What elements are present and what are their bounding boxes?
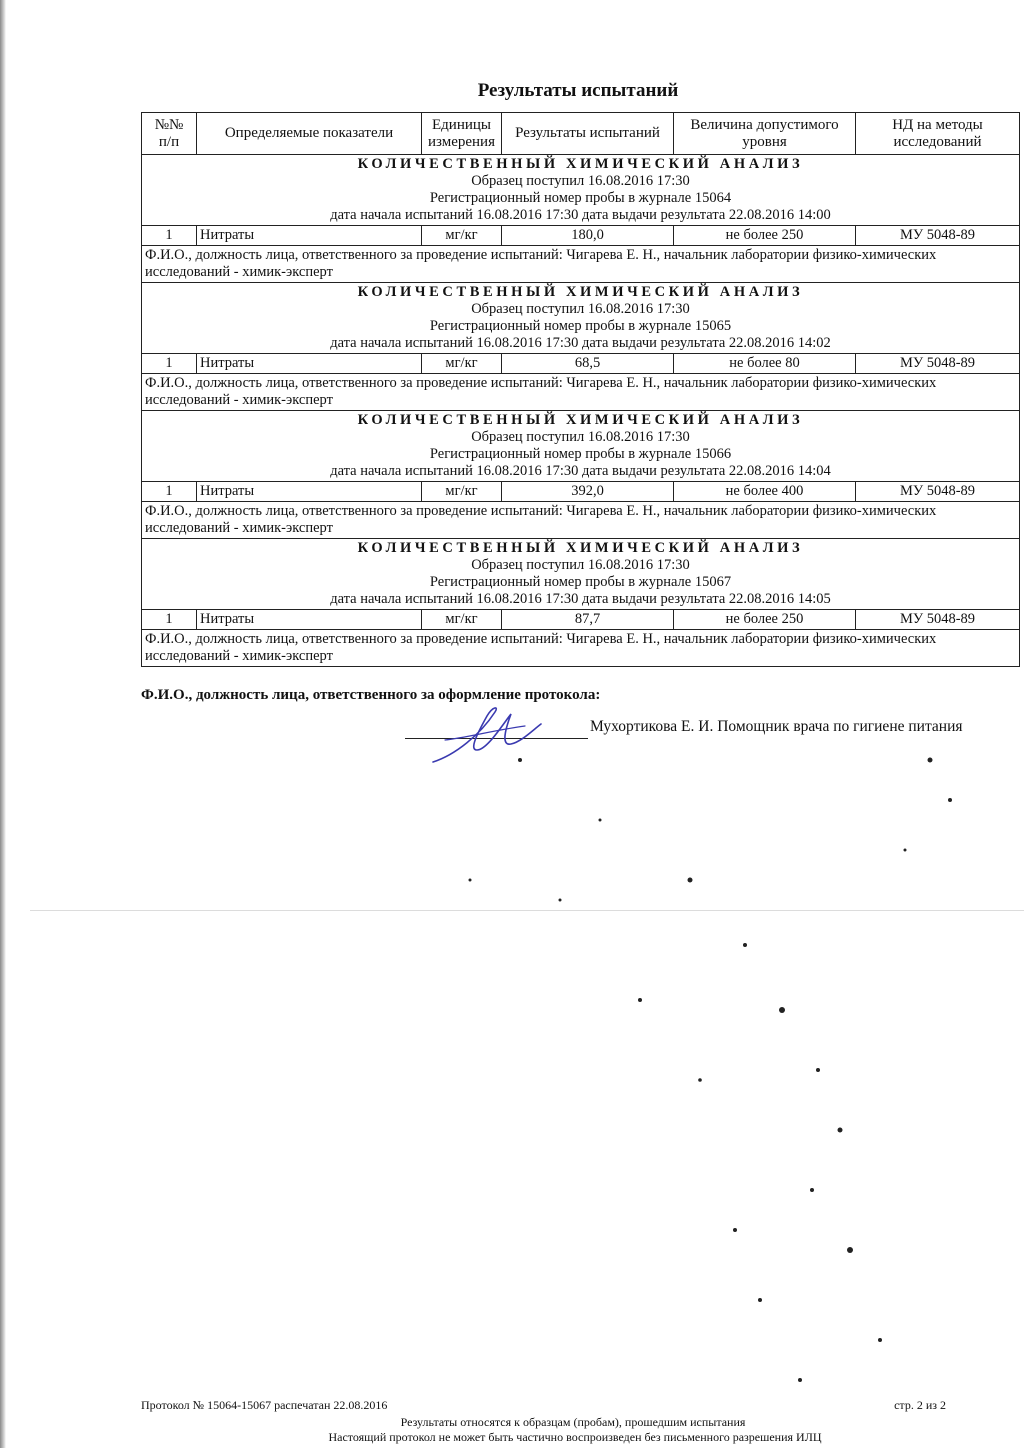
row-limit: не более 250 — [674, 226, 856, 246]
section-header — [142, 411, 1020, 482]
row-limit: не более 80 — [674, 354, 856, 374]
col-header-indicator: Определяемые показатели — [197, 113, 422, 155]
row-limit: не более 400 — [674, 482, 856, 502]
responsible-row — [142, 502, 1020, 539]
test-dates: дата начала испытаний 16.08.2016 17:30 дата выдачи результата 22.08.2016 14:05 — [330, 591, 831, 607]
scan-edge-shadow — [0, 0, 6, 1448]
protocol-signer-name: Мухортикова Е. И. Помощник врача по гигиене питания — [590, 718, 963, 735]
responsible-row — [142, 630, 1020, 667]
responsible-person: Ф.И.О., должность лица, ответственного за проведение испытаний: Чигарева Е. Н., начальник лаборатории физико-химических исследований - химик-эксперт — [142, 630, 1020, 667]
sample-received: Образец поступил 16.08.2016 17:30 — [471, 429, 690, 445]
page-fold-line — [30, 910, 1024, 911]
section-title: КОЛИЧЕСТВЕННЫЙ ХИМИЧЕСКИЙ АНАЛИЗ — [357, 412, 804, 428]
table-header-row — [142, 113, 1020, 155]
row-result: 68,5 — [502, 354, 674, 374]
footer-note-2: Настоящий протокол не может быть частично воспроизведен без письменного разрешения ИЛЦ — [328, 1430, 822, 1444]
registration-number: Регистрационный номер пробы в журнале 15066 — [429, 446, 732, 462]
row-result: 392,0 — [502, 482, 674, 502]
sample-received: Образец поступил 16.08.2016 17:30 — [471, 557, 690, 573]
protocol-signer-label: Ф.И.О., должность лица, ответственного за оформление протокола: — [141, 687, 601, 703]
col-header-method: НД на методы исследований — [856, 113, 1020, 155]
row-result: 87,7 — [502, 610, 674, 630]
section-header — [142, 283, 1020, 354]
section-title: КОЛИЧЕСТВЕННЫЙ ХИМИЧЕСКИЙ АНАЛИЗ — [357, 540, 804, 556]
row-indicator: Нитраты — [197, 482, 422, 502]
results-table — [141, 112, 1020, 667]
row-limit: не более 250 — [674, 610, 856, 630]
registration-number: Регистрационный номер пробы в журнале 15065 — [429, 318, 732, 334]
table-row — [142, 482, 1020, 502]
section-title: КОЛИЧЕСТВЕННЫЙ ХИМИЧЕСКИЙ АНАЛИЗ — [357, 156, 804, 172]
row-indicator: Нитраты — [197, 610, 422, 630]
page-title: Результаты испытаний — [477, 80, 679, 101]
row-indicator: Нитраты — [197, 226, 422, 246]
sample-received: Образец поступил 16.08.2016 17:30 — [471, 173, 690, 189]
registration-number: Регистрационный номер пробы в журнале 15064 — [429, 190, 732, 206]
section-title: КОЛИЧЕСТВЕННЫЙ ХИМИЧЕСКИЙ АНАЛИЗ — [357, 284, 804, 300]
row-unit: мг/кг — [422, 354, 502, 374]
row-number: 1 — [142, 226, 197, 246]
row-number: 1 — [142, 354, 197, 374]
row-method: МУ 5048-89 — [856, 482, 1020, 502]
table-row — [142, 610, 1020, 630]
responsible-person: Ф.И.О., должность лица, ответственного за проведение испытаний: Чигарева Е. Н., начальник лаборатории физико-химических исследований - химик-эксперт — [142, 502, 1020, 539]
responsible-row — [142, 246, 1020, 283]
row-unit: мг/кг — [422, 482, 502, 502]
test-dates: дата начала испытаний 16.08.2016 17:30 дата выдачи результата 22.08.2016 14:04 — [330, 463, 831, 479]
col-header-result: Результаты испытаний — [502, 113, 674, 155]
row-unit: мг/кг — [422, 610, 502, 630]
row-method: МУ 5048-89 — [856, 354, 1020, 374]
row-result: 180,0 — [502, 226, 674, 246]
test-dates: дата начала испытаний 16.08.2016 17:30 дата выдачи результата 22.08.2016 14:02 — [330, 335, 831, 351]
table-row — [142, 226, 1020, 246]
sample-received: Образец поступил 16.08.2016 17:30 — [471, 301, 690, 317]
test-dates: дата начала испытаний 16.08.2016 17:30 дата выдачи результата 22.08.2016 14:00 — [330, 207, 831, 223]
section-header — [142, 155, 1020, 226]
col-header-number: №№ п/п — [142, 113, 197, 155]
row-method: МУ 5048-89 — [856, 226, 1020, 246]
handwritten-signature — [425, 700, 545, 770]
footer-page-number: стр. 2 из 2 — [894, 1398, 946, 1412]
responsible-person: Ф.И.О., должность лица, ответственного за проведение испытаний: Чигарева Е. Н., начальник лаборатории физико-химических исследований - химик-эксперт — [142, 374, 1020, 411]
registration-number: Регистрационный номер пробы в журнале 15067 — [429, 574, 732, 590]
row-number: 1 — [142, 610, 197, 630]
row-number: 1 — [142, 482, 197, 502]
table-row — [142, 354, 1020, 374]
responsible-row — [142, 374, 1020, 411]
row-indicator: Нитраты — [197, 354, 422, 374]
row-unit: мг/кг — [422, 226, 502, 246]
footer-note-1: Результаты относятся к образцам (пробам), прошедшим испытания — [400, 1415, 746, 1429]
section-header — [142, 539, 1020, 610]
responsible-person: Ф.И.О., должность лица, ответственного за проведение испытаний: Чигарева Е. Н., начальник лаборатории физико-химических исследований - химик-эксперт — [142, 246, 1020, 283]
row-method: МУ 5048-89 — [856, 610, 1020, 630]
col-header-limit: Величина допустимого уровня — [674, 113, 856, 155]
footer-protocol-number: Протокол № 15064-15067 распечатан 22.08.2016 — [141, 1398, 388, 1412]
col-header-unit: Единицы измерения — [422, 113, 502, 155]
